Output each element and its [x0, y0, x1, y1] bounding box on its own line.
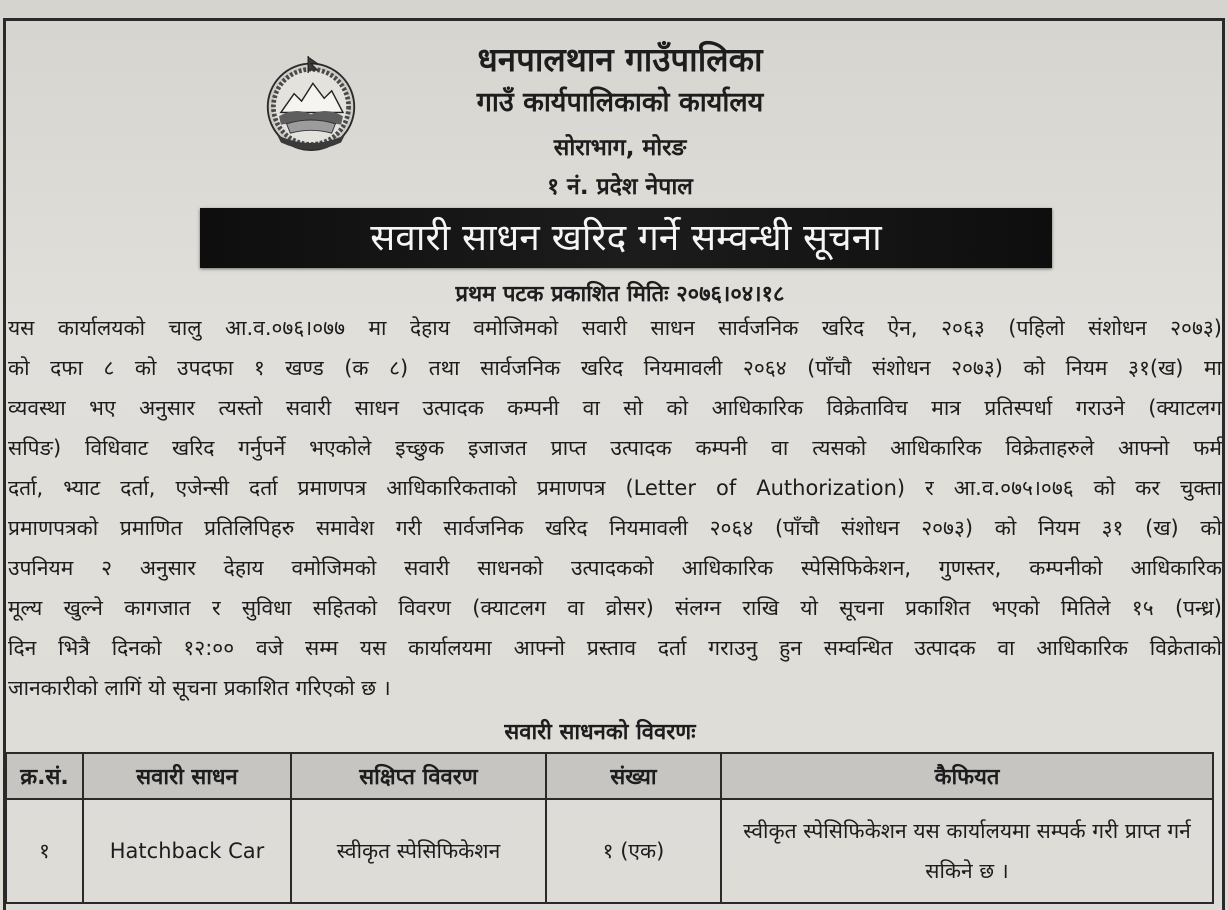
cell-remarks: स्वीकृत स्पेसिफिकेशन यस कार्यालयमा सम्पर्क गरी प्राप्त गर्न सकिने छ ।	[721, 799, 1213, 903]
body-line: जानकारीको लागिं यो सूचना प्रकाशित गरिएको छ ।	[8, 676, 391, 700]
municipality-name: धनपालथान गाउँपालिका	[477, 40, 763, 79]
header-vehicle: सवारी साधन	[83, 753, 291, 799]
cell-description: स्वीकृत स्पेसिफिकेशन	[291, 799, 546, 903]
body-line: सपिङ) विधिवाट खरिद गर्नुपर्ने भएकोले इच्छुक इजाजत प्राप्त उत्पादक कम्पनी वा त्यसको आधिकारिक विक्रेताहरुले आफ्नो फर्म	[8, 436, 1222, 460]
body-line: मूल्य खुल्ने कागजात र सुविधा सहितको विवरण (क्याटलग वा व्रोसर) संलग्न राखि यो सूचना प्रकाशित भएको मितिले १५ (पन्ध्र)	[8, 596, 1222, 620]
office-location: सोराभाग, मोरङ	[553, 135, 687, 161]
table-row	[6, 799, 1213, 903]
table-caption: सवारी साधनको विवरणः	[504, 720, 696, 745]
notice-body	[8, 308, 1222, 708]
table-header-row	[6, 753, 1213, 799]
cell-quantity: १ (एक)	[546, 799, 721, 903]
publish-date: प्रथम पटक प्रकाशित मितिः २०७६।०४।१८	[455, 282, 785, 307]
body-line: प्रमाणपत्रको प्रमाणित प्रतिलिपिहरु समावेश गरी सार्वजनिक खरिद नियमावली २०६४ (पाँचौ संशोधन २०७३) को नियम ३१ (ख) को	[8, 516, 1222, 540]
header-description: सक्षिप्त विवरण	[291, 753, 546, 799]
vehicle-details-table	[5, 752, 1214, 904]
body-line: व्यवस्था भए अनुसार त्यस्तो सवारी साधन उत्पादक कम्पनी वा सो को आधिकारिक विक्रेताविच मात्र प्रतिस्पर्धा गराउने (क्याटलग	[8, 396, 1222, 420]
cell-vehicle: Hatchback Car	[83, 799, 291, 903]
header-remarks: कैफियत	[721, 753, 1213, 799]
office-name: गाउँ कार्यपालिकाको कार्यालय	[476, 87, 764, 118]
notice-title-banner: सवारी साधन खरिद गर्ने सम्वन्धी सूचना	[200, 208, 1052, 268]
body-line: दर्ता, भ्याट दर्ता, एजेन्सी दर्ता प्रमाणपत्र आधिकारिकताको प्रमाणपत्र (Letter of Authorization) र आ.व.०७५।०७६ को कर चुक्ता	[8, 476, 1222, 500]
body-line: को दफा ८ को उपदफा १ खण्ड (क ८) तथा सार्वजनिक खरिद नियमावली २०६४ (पाँचौ संशोधन २०७३) को नियम ३१(ख) मा	[8, 356, 1222, 380]
header-quantity: संख्या	[546, 753, 721, 799]
body-line: यस कार्यालयको चालु आ.व.०७६।०७७ मा देहाय वमोजिमको सवारी साधन सार्वजनिक खरिद ऐन, २०६३ (पहिलो संशोधन २०७३)	[8, 316, 1222, 340]
body-line: दिन भित्रै दिनको १२:०० वजे सम्म यस कार्यालयमा आफ्नो प्रस्ताव दर्ता गराउनु हुन सम्वन्धित उत्पादक वा आधिकारिक विक्रेताको	[8, 636, 1222, 660]
cell-serial-number: १	[6, 799, 83, 903]
header-serial-number: क्र.सं.	[6, 753, 83, 799]
province-name: १ नं. प्रदेश नेपाल	[547, 174, 693, 200]
body-line: उपनियम २ अनुसार देहाय वमोजिमको सवारी साधनको उत्पादकको आधिकारिक स्पेसिफिकेशन, गुणस्तर, कम्पनीको आधिकारिक	[8, 556, 1222, 580]
